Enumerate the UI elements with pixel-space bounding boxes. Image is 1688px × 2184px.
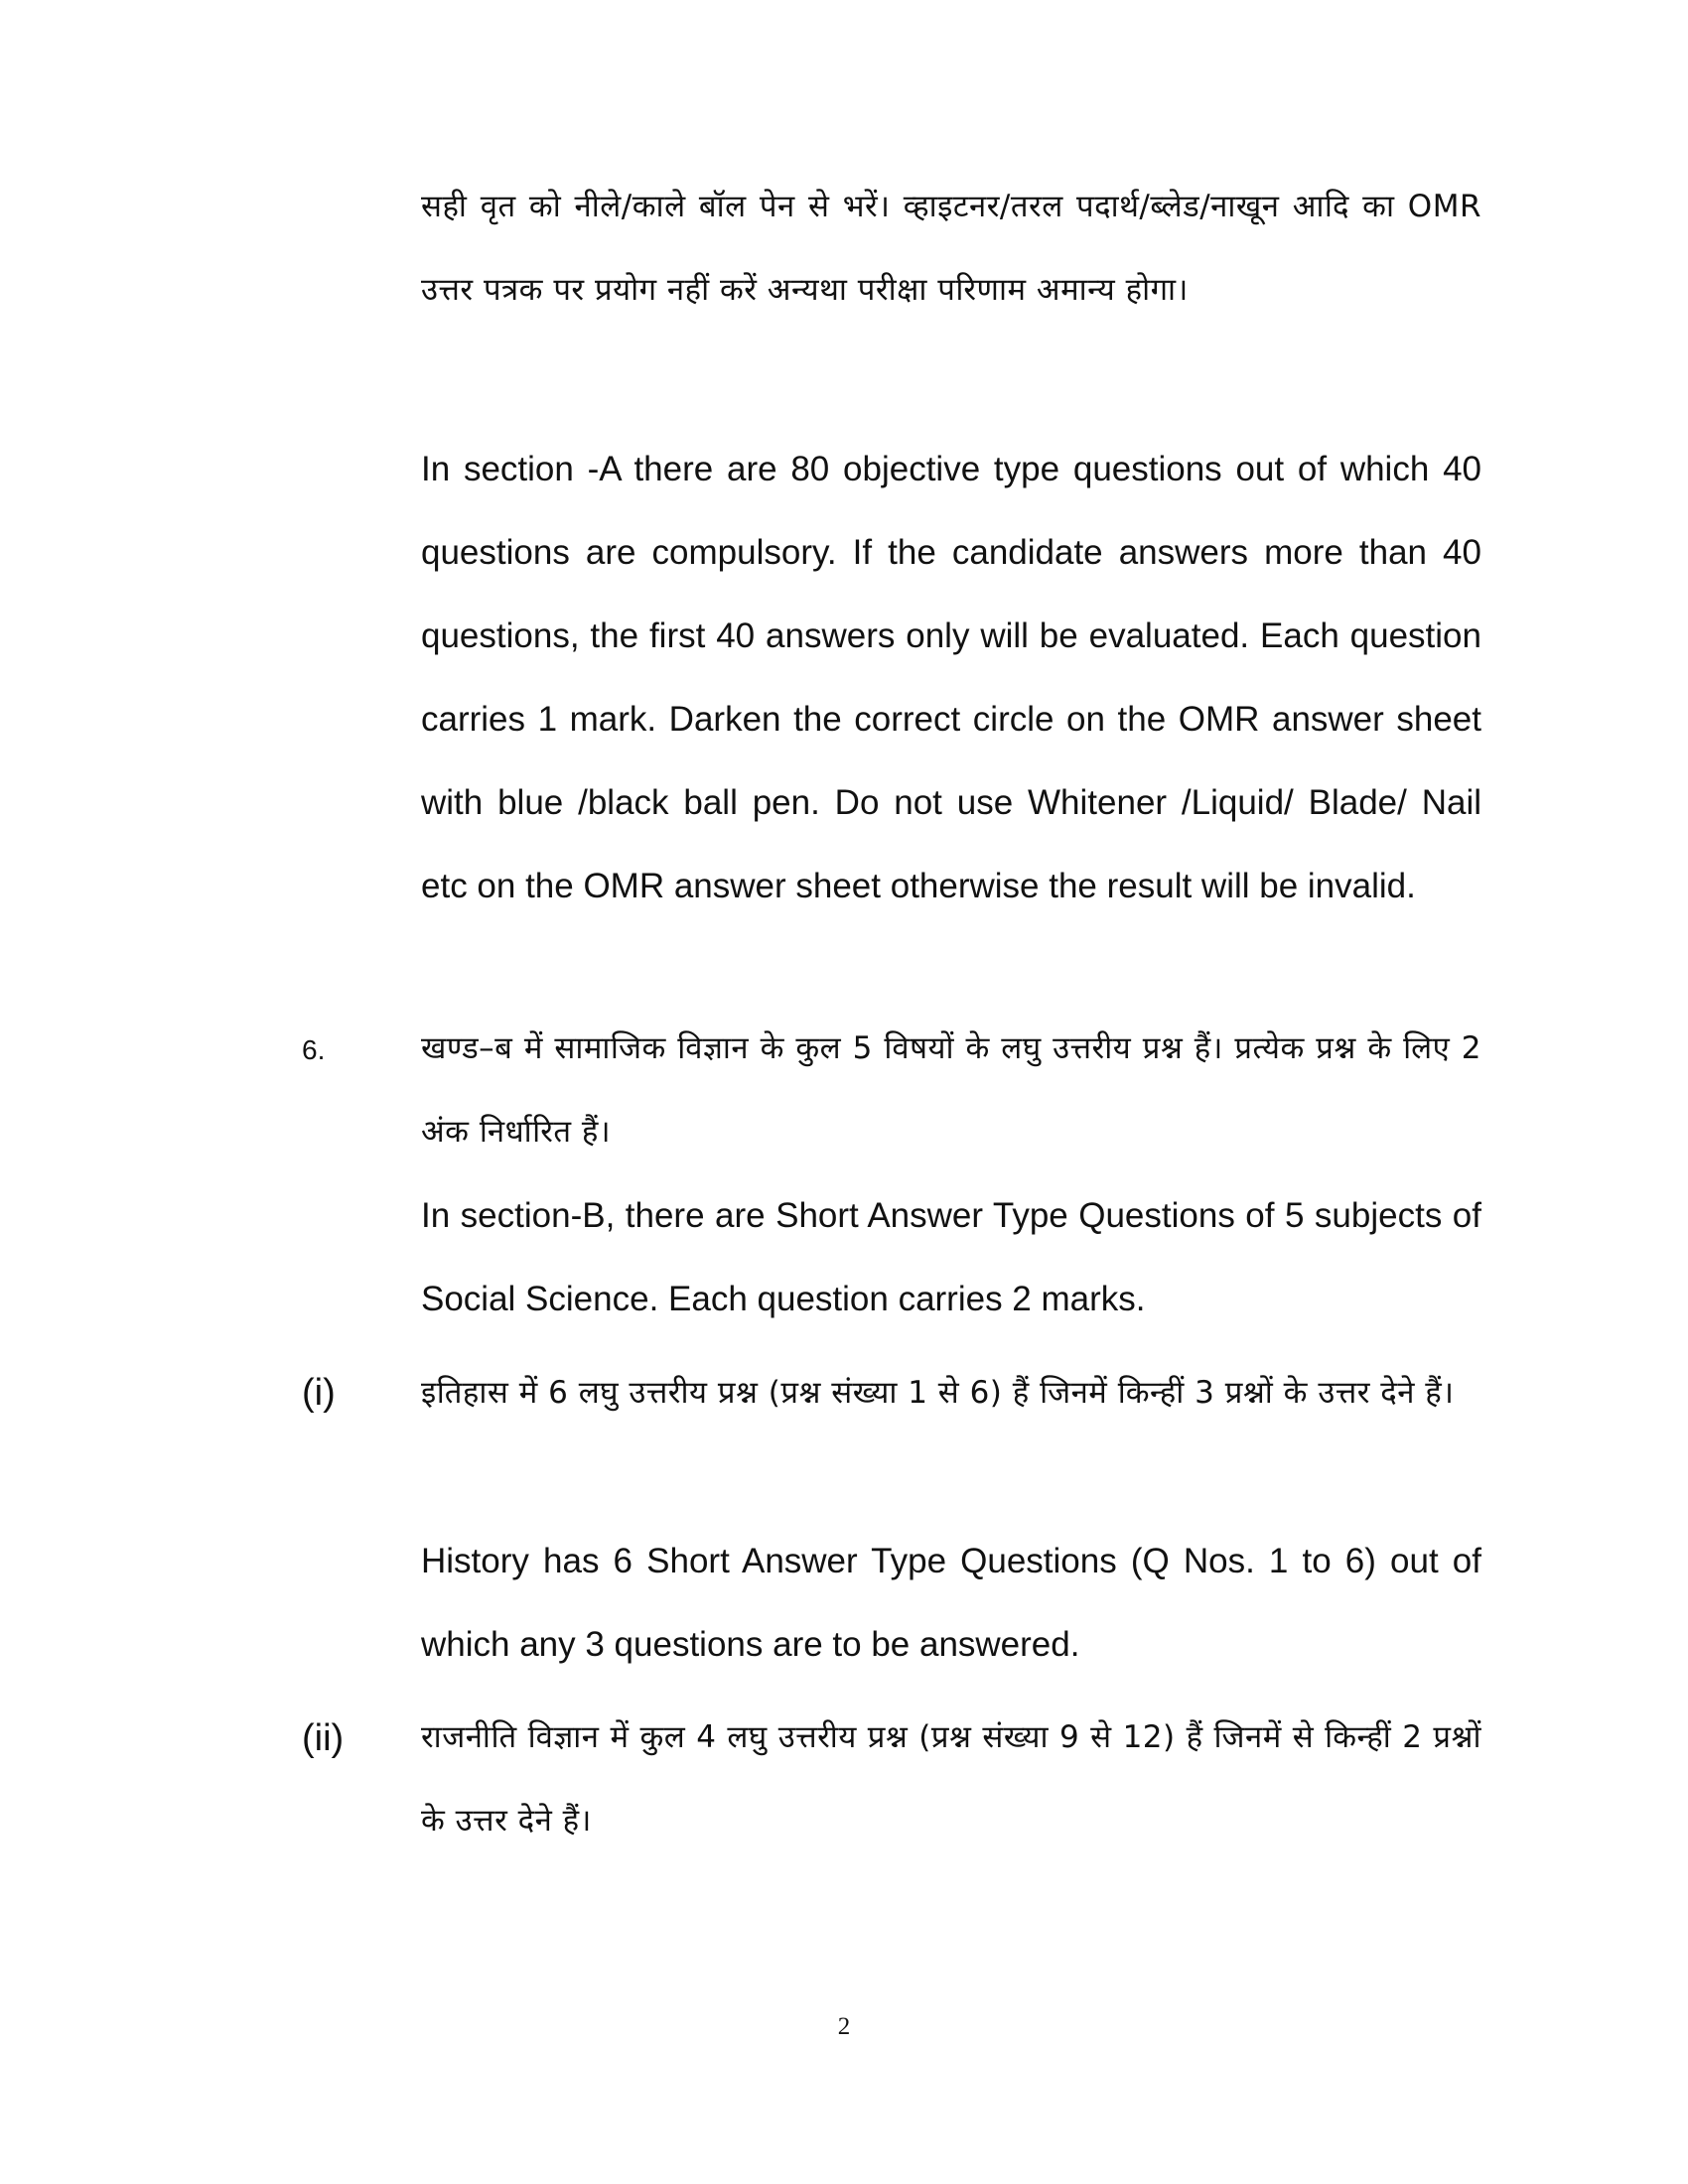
page-number: 2 xyxy=(837,2013,851,2040)
item-ii-marker: (ii) xyxy=(302,1717,345,1759)
item-i-marker: (i) xyxy=(302,1372,336,1414)
item-i-hindi: इतिहास में 6 लघु उत्तरीय प्रश्न (प्रश्न संख्या 1 से 6) हैं जिनमें किन्हीं 3 प्रश्नों के उत्तर देने हैं। xyxy=(421,1375,1455,1411)
item-6-english: In section-B, there are Short Answer Type Questions of 5 subjects of Social Science. Each question carries 2 marks. xyxy=(421,1196,1481,1318)
item-i-english: History has 6 Short Answer Type Questions (Q Nos. 1 to 6) out of which any 3 questions are to be answered. xyxy=(421,1542,1481,1664)
item-ii-hindi: राजनीति विज्ञान में कुल 4 लघु उत्तरीय प्रश्न (प्रश्न संख्या 9 से 12) हैं जिनमें से किन्हीं 2 प्रश्नों के उत्तर देने हैं। xyxy=(421,1719,1481,1839)
item-6-marker: 6. xyxy=(302,1034,326,1065)
english-instruction-continued: In section -A there are 80 objective type questions out of which 40 questions are compulsory. If the candidate answers more than 40 questions, the first 40 answers only will be evaluated. Each question carries 1 mark. Darken the correct circle on the OMR answer sheet with blue /black ball pen. Do not use Whitener /Liquid/ Blade/ Nail etc on the OMR answer sheet otherwise the result will be invalid. xyxy=(421,450,1481,905)
hindi-instruction-continued: सही वृत को नीले/काले बॉल पेन से भरें। व्हाइटनर/तरल पदार्थ/ब्लेड/नाखून आदि का OMR उत्तर पत्रक पर प्रयोग नहीं करें अन्यथा परीक्षा परिणाम अमान्य होगा। xyxy=(421,189,1481,308)
item-6-hindi: खण्ड–ब में सामाजिक विज्ञान के कुल 5 विषयों के लघु उत्तरीय प्रश्न हैं। प्रत्येक प्रश्न के लिए 2 अंक निर्धारित हैं। xyxy=(421,1030,1481,1150)
